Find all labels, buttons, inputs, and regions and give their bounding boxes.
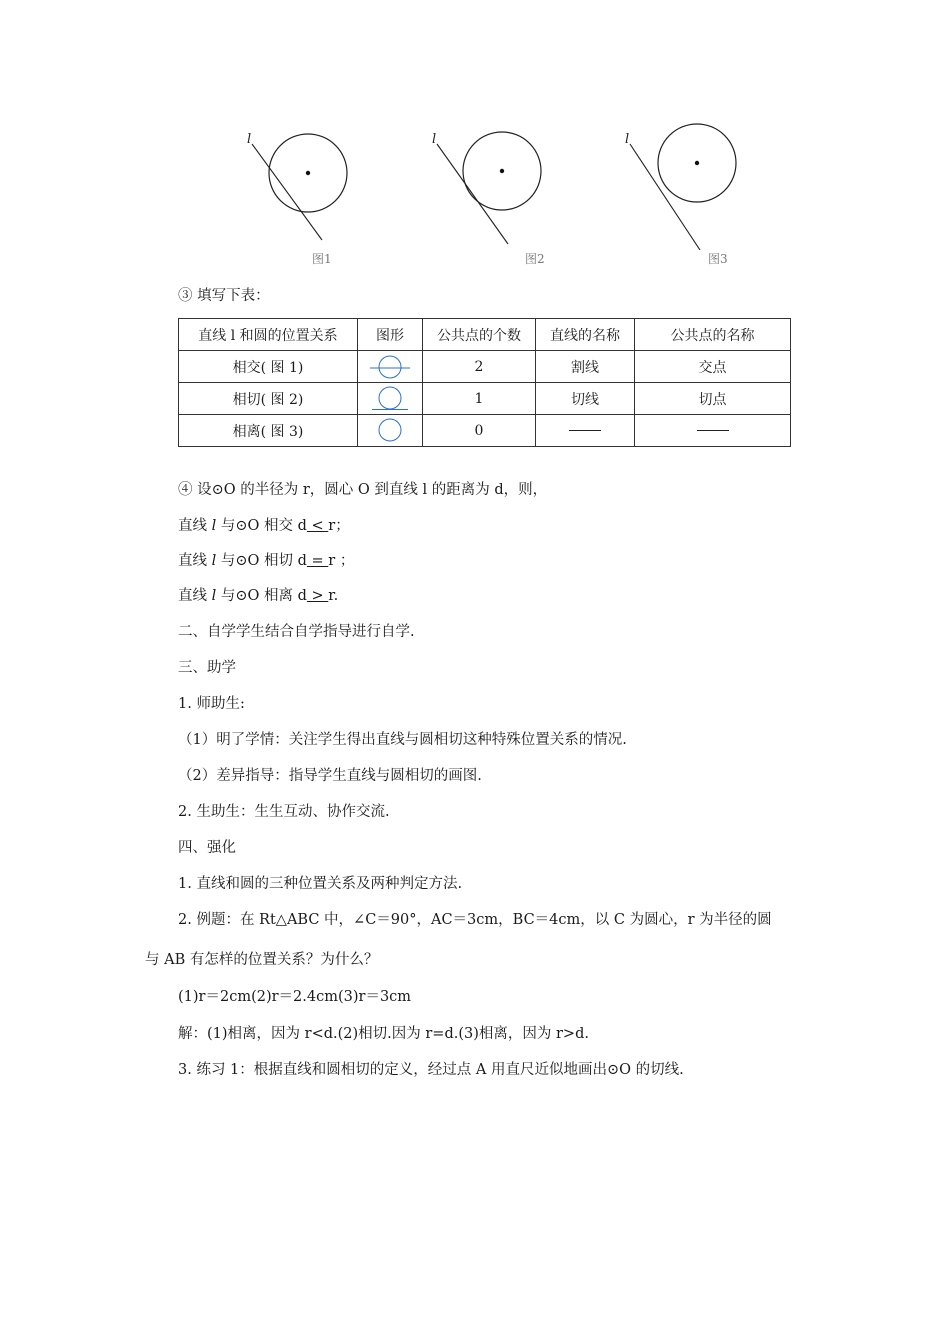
cell-count: 1 — [423, 383, 536, 415]
figure-1-caption: 图1 — [312, 252, 332, 266]
figure-2-drawing — [425, 120, 565, 250]
section-4-item-1: 1. 直线和圆的三种位置关系及两种判定方法. — [178, 876, 463, 892]
figure-3-caption: 图3 — [708, 252, 728, 266]
item-2: 2. 生助生：生生互动、协作交流. — [178, 804, 390, 820]
relation-intersect: 直线 l 与⊙O 相交 d < r； — [178, 518, 350, 534]
figure-1-center — [306, 171, 310, 175]
mini-figure-separate — [368, 417, 412, 445]
header-figure: 图形 — [358, 319, 423, 351]
figure-3-drawing — [620, 120, 760, 250]
relation-separate: 直线 l 与⊙O 相离 d > r. — [178, 588, 339, 604]
figure-3-center — [695, 161, 699, 165]
table-row — [179, 415, 791, 447]
figure-3-line — [630, 144, 700, 250]
answer-blank: > — [306, 588, 329, 604]
section-2-heading: 二、自学学生结合自学指导进行自学. — [178, 624, 415, 640]
fill-table-intro: ③ 填写下表： — [178, 288, 270, 304]
cell-line-name: 割线 — [536, 351, 635, 383]
cell-line-name: 切线 — [536, 383, 635, 415]
cell-figure — [358, 351, 423, 383]
cell-count: 0 — [423, 415, 536, 447]
figures-row — [230, 120, 750, 270]
cell-point-name — [635, 415, 791, 447]
cell-point-name: 交点 — [635, 351, 791, 383]
figure-3 — [620, 120, 760, 266]
relation-tangent: 直线 l 与⊙O 相切 d = r ； — [178, 553, 355, 569]
item-1-1: （1）明了学情：关注学生得出直线与圆相切这种特殊位置关系的情况. — [178, 732, 627, 748]
answer-blank: < — [306, 518, 329, 534]
figure-3-line-label: l — [625, 132, 630, 147]
cell-figure — [358, 383, 423, 415]
dash-mark — [697, 430, 729, 431]
figure-2 — [425, 120, 565, 266]
radius-intro: ④ 设⊙O 的半径为 r，圆心 O 到直线 l 的距离为 d，则， — [178, 482, 548, 498]
figure-2-caption: 图2 — [525, 252, 545, 266]
example-solution: 解：(1)相离，因为 r<d.(2)相切.因为 r=d.(3)相离，因为 r>d. — [178, 1026, 589, 1042]
figure-2-line-label: l — [432, 132, 437, 147]
item-1-2: （2）差异指导：指导学生直线与圆相切的画图. — [178, 768, 482, 784]
table-header-row — [179, 319, 791, 351]
mini-figure-intersect — [368, 353, 412, 381]
section-3-heading: 三、助学 — [178, 660, 236, 676]
figure-1-line — [252, 144, 322, 240]
header-count: 公共点的个数 — [423, 319, 536, 351]
figure-2-center — [500, 169, 504, 173]
header-point-name: 公共点的名称 — [635, 319, 791, 351]
section-4-item-2: 2. 例题：在 Rt△ABC 中，∠C＝90°，AC＝3cm，BC＝4cm，以 C 为圆心，r 为半径的圆 — [178, 912, 772, 928]
header-relation: 直线 l 和圆的位置关系 — [179, 319, 358, 351]
dash-mark — [569, 430, 601, 431]
item-1: 1. 师助生: — [178, 696, 245, 712]
answer-blank: = — [306, 553, 329, 569]
relation-table — [178, 318, 791, 447]
cell-relation: 相切( 图 2) — [179, 383, 358, 415]
header-line-name: 直线的名称 — [536, 319, 635, 351]
table-row — [179, 383, 791, 415]
section-4-heading: 四、强化 — [178, 840, 236, 856]
section-4-item-2-cont: 与 AB 有怎样的位置关系？为什么？ — [145, 952, 379, 968]
figure-2-line — [437, 144, 508, 244]
figure-1-line-label: l — [247, 132, 252, 147]
section-4-item-3: 3. 练习 1：根据直线和圆相切的定义，经过点 A 用直尺近似地画出⊙O 的切线. — [178, 1062, 684, 1078]
cell-point-name: 切点 — [635, 383, 791, 415]
cell-figure — [358, 415, 423, 447]
cell-relation: 相交( 图 1) — [179, 351, 358, 383]
cell-count: 2 — [423, 351, 536, 383]
example-conditions: (1)r＝2cm(2)r＝2.4cm(3)r＝3cm — [178, 989, 412, 1005]
cell-relation: 相离( 图 3) — [179, 415, 358, 447]
mini-figure-tangent — [368, 385, 412, 413]
figure-1 — [230, 120, 370, 266]
table-row — [179, 351, 791, 383]
cell-line-name — [536, 415, 635, 447]
